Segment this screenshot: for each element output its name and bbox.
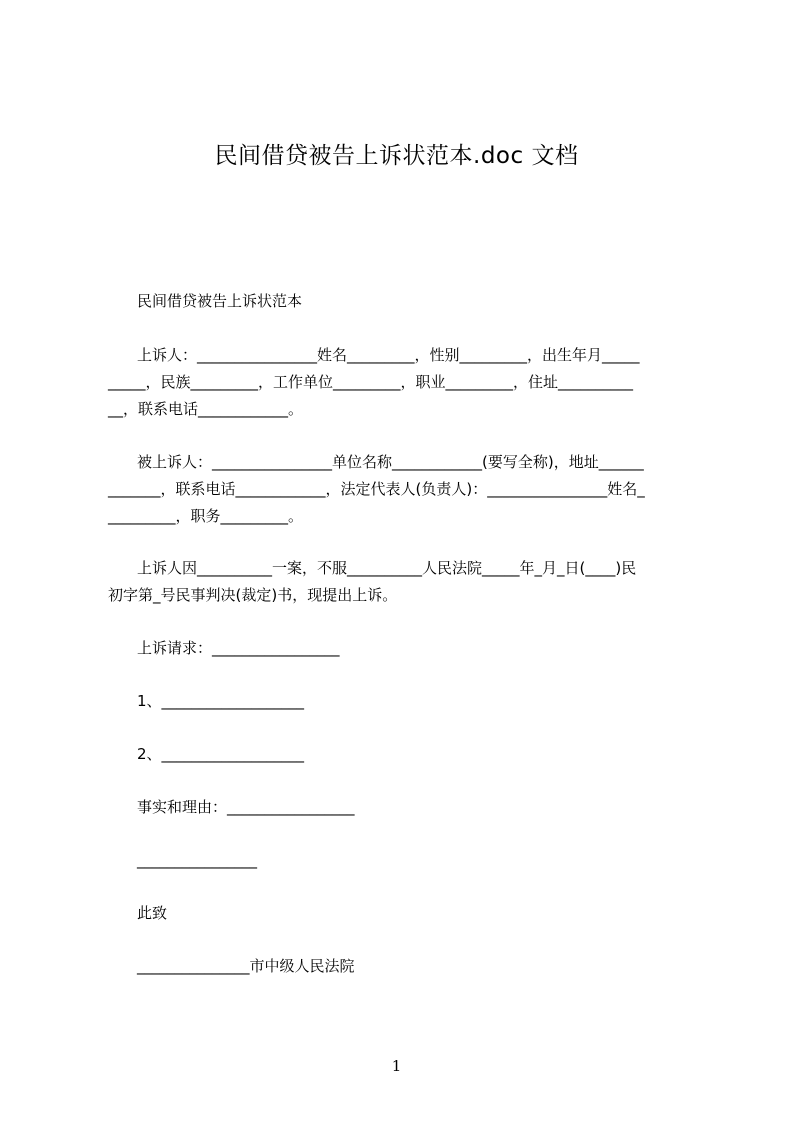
appellant-line-2: _____，民族_________，工作单位_________，职业_________，住址__________	[108, 373, 634, 391]
salutation: 此致	[137, 904, 168, 922]
appellee-line-1: 被上诉人：________________单位名称____________(要写全称)，地址______	[137, 453, 644, 471]
appeal-request: 上诉请求：_________________	[137, 639, 340, 657]
facts-and-reasons: 事实和理由：_________________	[137, 798, 355, 816]
case-line-1: 上诉人因__________一案，不服__________人民法院_____年_月_日(____)民	[137, 559, 637, 577]
appellee-line-3: _________，职务_________。	[108, 507, 304, 525]
court-addressee: _______________市中级人民法院	[137, 957, 355, 975]
appellant-line-1: 上诉人：________________姓名_________，性别_________，出生年月_____	[137, 346, 640, 364]
request-item-1: 1、___________________	[137, 692, 305, 710]
appellee-line-2: _______，联系电话____________，法定代表人(负责人)：________________姓名_	[108, 480, 645, 498]
case-line-2: 初字第_号民事判决(裁定)书，现提出上诉。	[108, 586, 398, 604]
appellant-line-3: __，联系电话____________。	[108, 400, 304, 418]
document-title: 民间借贷被告上诉状范本.doc 文档	[214, 143, 579, 169]
request-item-2: 2、___________________	[137, 745, 305, 763]
page-number: 1	[391, 1057, 402, 1075]
facts-blank-line: ________________	[137, 851, 257, 869]
section-heading: 民间借贷被告上诉状范本	[137, 292, 303, 310]
